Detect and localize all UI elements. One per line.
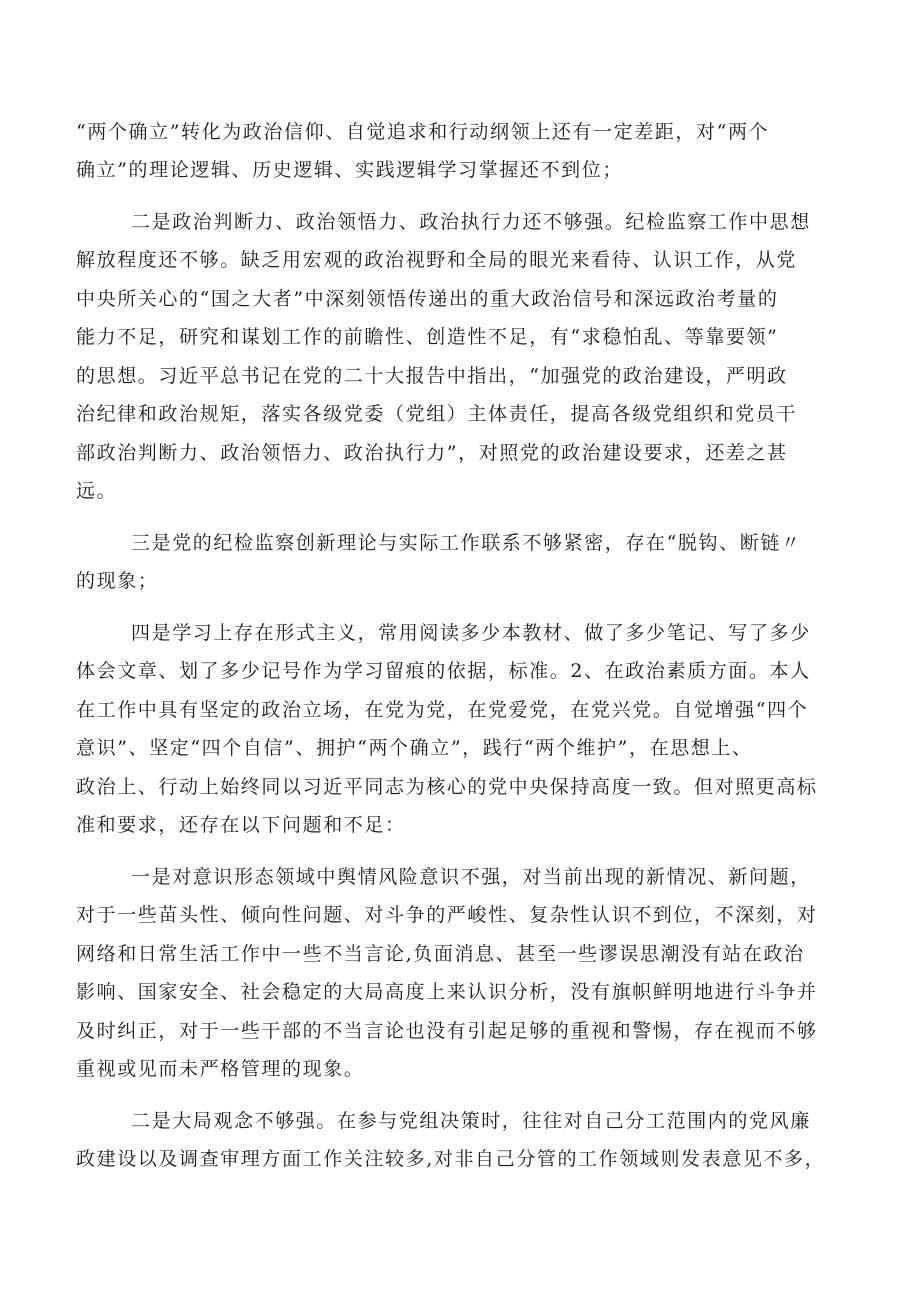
text-line-5: 中央所关心的“国之大者”中深刻领悟传递出的重大政治信号和深远政治考量的	[76, 288, 779, 310]
text-line-4: 解放程度还不够。缺乏用宏观的政治视野和全局的眼光来看待、认识工作，从党	[76, 249, 798, 271]
text-line-22: 影响、国家安全、社会稳定的大局高度上来认识分析，没有旗帜鲜明地进行斗争并	[76, 981, 818, 1003]
text-line-23: 及时纠正，对于一些干部的不当言论也没有引起足够的重视和警惕，存在视而不够	[76, 1020, 818, 1042]
text-line-14: 体会文章、划了多少记号作为学习留痕的依据，标准。2、在政治素质方面。本人	[76, 660, 811, 682]
text-line-17: 政治上、行动上始终同以习近平同志为核心的党中央保持高度一致。但对照更高标	[76, 776, 818, 798]
text-line-11: 三是党的纪检监察创新理论与实际工作联系不够紧密，存在“脱钩、断链〃	[131, 532, 802, 554]
text-line-24: 重视或见而未严格管理的现象。	[76, 1058, 365, 1080]
text-line-6: 能力不足，研究和谋划工作的前瞻性、创造性不足，有“求稳怕乱、等靠要领”	[76, 326, 779, 348]
text-line-21: 网络和日常生活工作中一些不当言论,负面消息、甚至一些谬误思潮没有站在政治	[76, 943, 805, 965]
text-line-7: 的思想。习近平总书记在党的二十大报告中指出，“加强党的政治建设，严明政	[76, 365, 788, 387]
text-line-20: 对于一些苗头性、倾向性问题、对斗争的严峻性、复杂性认识不到位，不深刻，对	[76, 904, 818, 926]
text-line-8: 治纪律和政治规矩，落实各级党委（党组）主体责任，提高各级党组织和党员干	[76, 403, 798, 425]
text-line-13: 四是学习上存在形式主义，常用阅读多少本教材、做了多少笔记、写了多少	[131, 622, 811, 644]
text-line-18: 准和要求，还存在以下问题和不足：	[76, 814, 406, 836]
text-line-10: 远。	[76, 480, 118, 502]
text-line-15: 在工作中具有坚定的政治立场，在党为党，在党爱党，在党兴党。自觉增强“四个	[76, 699, 809, 721]
text-line-1: “两个确立”转化为政治信仰、自觉追求和行动纲领上还有一定差距，对“两个	[76, 121, 770, 143]
text-line-25: 二是大局观念不够强。在参与党组决策时，往往对自己分工范围内的党风廉	[131, 1110, 811, 1132]
text-line-2: 确立”的理论逻辑、历史逻辑、实践逻辑学习掌握还不到位；	[76, 159, 623, 181]
text-line-16: 意识”、坚定“四个自信”、拥护“两个确立”，践行“两个维护”，在思想上、	[76, 737, 753, 759]
text-line-9: 部政治判断力、政治领悟力、政治执行力”，对照党的政治建设要求，还差之甚	[76, 442, 788, 464]
text-line-26: 政建设以及调查审理方面工作关注较多,对非自己分管的工作领域则发表意见不多，	[76, 1148, 826, 1170]
text-line-19: 一是对意识形态领域中舆情风险意识不强，对当前出现的新情况、新问题，	[131, 866, 811, 888]
text-line-3: 二是政治判断力、政治领悟力、政治执行力还不够强。纪检监察工作中思想	[131, 211, 811, 233]
text-line-12: 的现象；	[76, 570, 159, 592]
